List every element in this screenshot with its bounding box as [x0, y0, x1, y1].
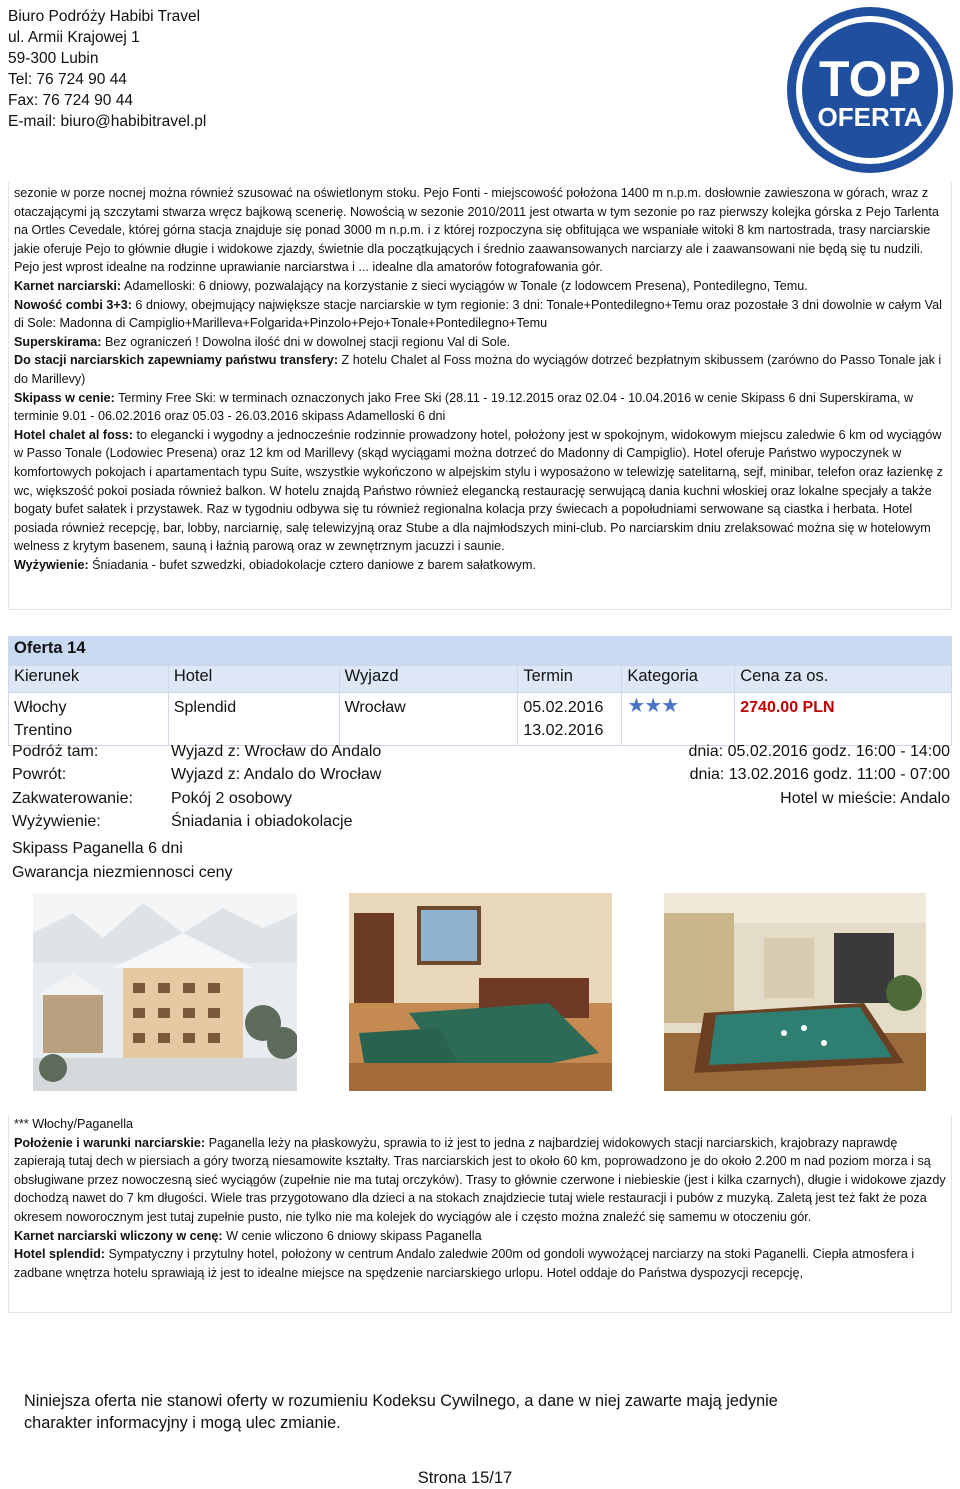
hotel-room-photo	[349, 893, 612, 1091]
price-cell	[735, 693, 952, 746]
star-rating-icon: ★★★	[627, 695, 679, 717]
detail-value: Wyjazd z: Wrocław do Andalo	[171, 743, 382, 760]
destination-region: Trentino	[14, 722, 73, 739]
extra-price-guarantee: Gwarancja niezmiennosci ceny	[12, 863, 233, 881]
karnet-text: W cenie wliczono 6 dniowy skipass Paganella	[222, 1228, 482, 1243]
detail-value: Wyjazd z: Andalo do Wrocław	[171, 766, 382, 784]
agency-name: Biuro Podróży Habibi Travel	[8, 8, 201, 25]
offer-title: Oferta 14	[9, 637, 952, 666]
skipass-paragraph	[14, 389, 946, 426]
hotel-paragraph	[14, 426, 946, 556]
departure-city: Wrocław	[339, 693, 518, 746]
skipass-text: Terminy Free Ski: w terminach oznaczonych jako Free Ski (28.11 - 19.12.2015 oraz 02.04 - 10.04.2016 w cenie Skipass 6 dni Superskirama, w terminie 9.01 - 06.02.2016 oraz 05.03 - 26.03.2016 skipass Adamelloski 6 dni	[14, 390, 914, 424]
resort-description: sezonie w porze nocnej można również szusować na oświetlonym stoku. Pejo Fonti - miejscowość położona 1400 m n.p.m. dosłownie zawieszona w górach, wraz z otaczającymi ją szczytami stwarza wręcz bajkową scenerię. Nowością w sezonie 2010/2011 jest otwarta w tym sezonie po raz pierwszy kolejka górska z Pejo Tarlenta na Ortles Cevedale, której górna stacja znajduje się ponad 3000 m n.p.m. i z której rozpoczyna się obfitująca we wspaniałe witoki 8 km nartostrada, trasy narciarskie jakie oferuje Pejo to głównie długie i widokowe zjazdy, świetnie dla początkujących i średnio zaawansowanych narciarzy ale i zaawansowani nie będą się tu nudzili. Pejo jest wprost idealne na rodzinne uprawianie narciarstwa i ... idealne dla amatorów fotografowania gór.	[14, 186, 939, 275]
header-kategoria: Kategoria	[622, 666, 735, 693]
detail-row-board	[12, 810, 950, 833]
combi-text: 6 dniowy, obejmujący największe stacje narciarskie w tym regionie: 3 dni: Tonale+Pontedilegno+Temu oraz pozostałe 3 dni dowolnie w całym Val di Sole: Madonna di Campiglio+Marilleva+Folgarida+Pinzolo+Pejo+Tonale+Pontedilegno+Temu	[14, 297, 942, 331]
food-text: Śniadania - bufet szwedzki, obiadokolacje cztero daniowe z barem sałatkowym.	[88, 557, 536, 572]
food-label: Wyżywienie:	[14, 557, 89, 572]
skipass-label: Skipass w cenie:	[14, 390, 115, 405]
agency-street: ul. Armii Krajowej 1	[8, 29, 140, 46]
header-kierunek: Kierunek	[9, 666, 169, 693]
top-oferta-badge	[786, 6, 954, 174]
superskirama-text: Bez ograniczeń ! Dowolna ilość dni w dowolnej stacji regionu Val di Sole.	[101, 334, 511, 349]
destination-country: Włochy	[14, 699, 67, 716]
header-termin: Termin	[518, 666, 622, 693]
detail-value: Śniadania i obiadokolacje	[171, 812, 353, 830]
date-cell	[518, 693, 622, 746]
hotel-label: Hotel chalet al foss:	[14, 427, 133, 442]
agency-phone: Tel: 76 724 90 44	[8, 71, 127, 88]
category-cell	[622, 693, 735, 746]
detail-label: Podróż tam:	[12, 743, 99, 760]
hotel-exterior-photo	[33, 893, 297, 1091]
detail-value: Pokój 2 osobowy	[171, 789, 292, 807]
transfer-label: Do stacji narciarskich zapewniamy państwu transfery:	[14, 353, 339, 368]
conditions-text: Paganella leży na płaskowyżu, sprawia to iż jest to jedna z najbardziej widokowych stacji narciarskich, krajobrazy naprawdę zapierają tutaj dech w piersiach a góry tworzą niesamowite kształty. Tras narciarskich jest to około 60 km, poprowadzono je do około 2.200 m nad poziom morza i są obsługiwane przez nowoczesną sieć wyciągów (zupełnie nie ma tutaj orczyków). Trasy to głównie czerwone i niebieskie (jest i kilka czarnych), długie i widokowe zjazdy dochodzą nawet do 7 km długości. Wiele tras przygotowano dla dzieci a na stokach znajdziecie tutaj wiele restauracji i pubów z muzyką. Zaletą jest też fakt że poza okresem noworocznym jest tutaj zupełnie pusto, nie tylko nie ma kolejek do wyciągów ale i często można znaleźć się samemu w otoczeniu gór.	[14, 1135, 946, 1224]
hotel-text: to elegancki i wygodny a jednocześnie rodzinnie prowadzony hotel, położony jest w spokojnym, widokowym miejscu zaledwie 6 km od wyciągów w Passo Tonale (Lodowiec Presena) oraz 12 km od Marillevy (skąd wyciągami można dotrzeć do Madonny di Campiglio). Hotel oferuje Państwo wypoczynek w komfortowych pokojach i apartamentach typu Suite, wszystkie wykończono w alpejskim stylu i wyposażono w telewizję satelitarną, sejf, minibar, telefon oraz łazienkę z wc, większość pokoi posiada również balkon. W hotelu znajdą Państwo również elegancką restaurację serwującą dania kuchni włoskiej oraz lokalne specjały a także bogaty bufet sałatek i przystawek. Raz w tygodniu odbywa się tu również regionalna kolacja przy świecach a popołudniami serwowane są ciastka i herbata. Hotel posiada również recepcję, bar, lobby, narciarnię, salę telewizyjną oraz Stube a dla najmłodszych mini-club. Po narciarskim dniu zrelaksować można się w hotelowym welness z krytym basenem, sauną i łaźnią parową oraz w zewnętrznym jacuzzi i saunie.	[14, 427, 943, 554]
header-cena: Cena za os.	[735, 666, 952, 693]
header-wyjazd: Wyjazd	[339, 666, 518, 693]
agency-info	[8, 6, 206, 132]
karnet-text: Adamelloski: 6 dniowy, pozwalający na korzystanie z sieci wyciągów w Tonale (z lodowcem Presena), Pontedilegno, Temu.	[121, 278, 808, 293]
detail-location: Hotel w mieście: Andalo	[780, 789, 950, 807]
page-number: Strona 15/17	[417, 1469, 513, 1487]
hotel-paragraph	[14, 1245, 946, 1282]
conditions-paragraph	[14, 1134, 946, 1227]
billiard-room-photo	[664, 893, 926, 1091]
offer-extras	[12, 837, 233, 884]
date-to: 13.02.2016	[523, 722, 604, 739]
detail-row-accommodation	[12, 787, 950, 810]
detail-label: Powrót:	[12, 766, 67, 784]
conditions-label: Położenie i warunki narciarskie:	[14, 1135, 206, 1150]
karnet-label: Karnet narciarski wliczony w cenę:	[14, 1228, 223, 1243]
destination-cell	[9, 693, 169, 746]
transfer-paragraph	[14, 351, 946, 388]
date-from: 05.02.2016	[523, 699, 604, 716]
detail-date: dnia: 05.02.2016 godz. 16:00 - 14:00	[688, 743, 950, 760]
agency-fax: Fax: 76 724 90 44	[8, 92, 133, 109]
trip-details	[12, 740, 950, 833]
hotel-name: Splendid	[168, 693, 339, 746]
detail-row-outbound	[12, 740, 950, 763]
hotel-text: Sympatyczny i przytulny hotel, położony w centrum Andalo zaledwie 200m od gondoli wywożącej narciarzy na stoki Paganelli. Ciepła atmosfera i zadbane wnętrza hotelu sprawiają iż jest to idealne miejsce na spędzenie narciarskiego urlopu. Hotel oddaje do Państwa dyspozycji recepcję,	[14, 1247, 915, 1280]
transfer-text: Z hotelu Chalet al Foss można do wyciągów dotrzeć bezpłatnym skibussem (zarówno do Passo Tonale jak i do Marillevy)	[14, 353, 942, 386]
superskirama-paragraph	[14, 333, 946, 352]
superskirama-label: Superskirama:	[14, 334, 102, 349]
offer-table	[8, 636, 952, 746]
previous-offer-description	[8, 182, 952, 610]
detail-label: Zakwaterowanie:	[12, 789, 133, 807]
hotel-label: Hotel splendid:	[14, 1247, 105, 1262]
badge-line2: OFERTA	[817, 102, 923, 132]
detail-row-return	[12, 763, 950, 786]
header-hotel: Hotel	[168, 666, 339, 693]
region-line: *** Włochy/Paganella	[14, 1117, 134, 1131]
food-paragraph	[14, 556, 946, 575]
combi-label: Nowość combi 3+3:	[14, 297, 132, 312]
offer-description	[8, 1115, 952, 1313]
agency-city: 59-300 Lubin	[8, 50, 99, 67]
detail-label: Wyżywienie:	[12, 812, 101, 830]
detail-date: dnia: 13.02.2016 godz. 11:00 - 07:00	[689, 766, 950, 784]
karnet-paragraph	[14, 277, 946, 296]
karnet-label: Karnet narciarski:	[14, 278, 122, 293]
disclaimer: Niniejsza oferta nie stanowi oferty w rozumieniu Kodeksu Cywilnego, a dane w niej zawarte mają jedynie charakter informacyjny i mogą ulec zmianie.	[24, 1392, 778, 1432]
extra-skipass: Skipass Paganella 6 dni	[12, 840, 183, 857]
agency-email: E-mail: biuro@habibitravel.pl	[8, 113, 207, 130]
price-value: 2740.00 PLN	[740, 699, 835, 716]
badge-line1: TOP	[819, 51, 921, 107]
karnet-paragraph	[14, 1227, 946, 1246]
combi-paragraph	[14, 296, 946, 333]
